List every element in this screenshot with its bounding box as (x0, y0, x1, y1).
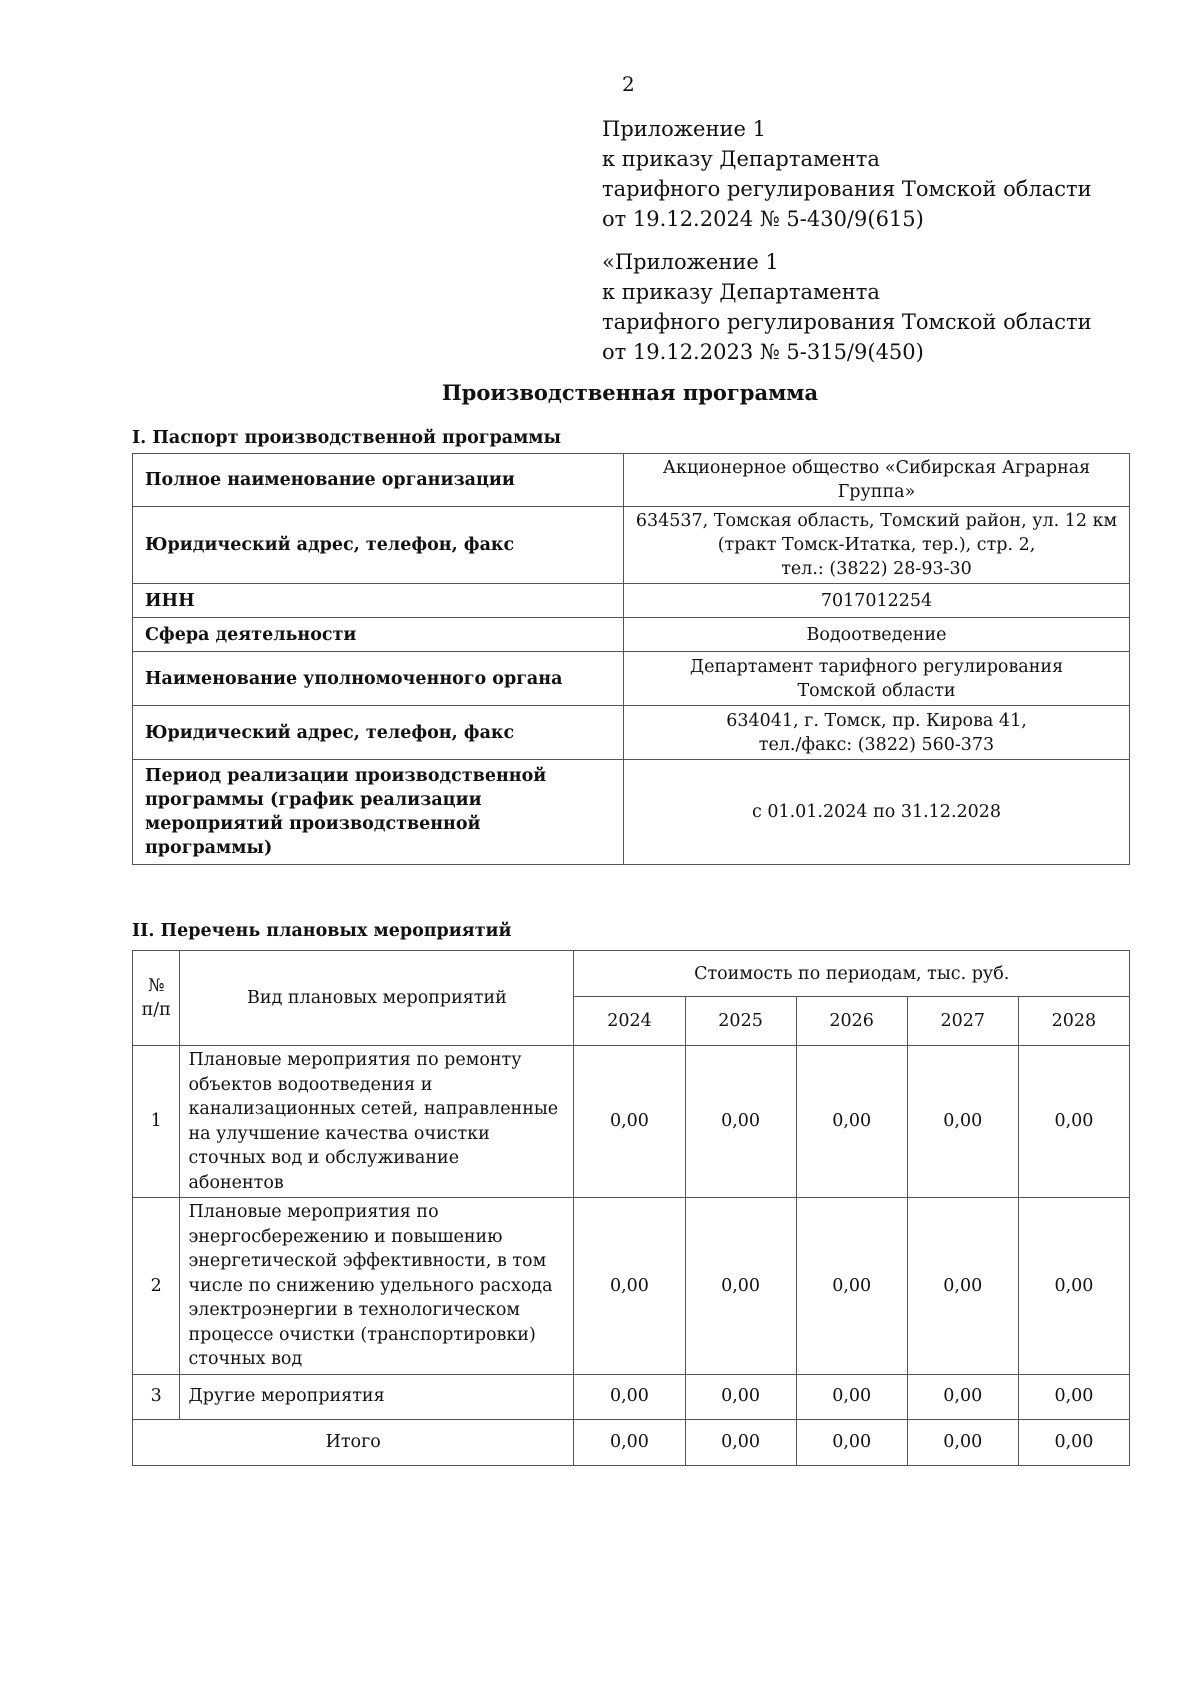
desc-line: Плановые мероприятия по ремонту (188, 1050, 522, 1070)
desc-line: Плановые мероприятия по (188, 1202, 439, 1222)
row-value: Водоотведение (624, 618, 1130, 652)
appendix-line: к приказу Департамента (602, 147, 880, 171)
total-value: 0,00 (796, 1419, 907, 1465)
appendix-line: к приказу Департамента (602, 280, 880, 304)
row-value (624, 507, 1130, 584)
header-year: 2025 (685, 997, 796, 1046)
header-year: 2027 (907, 997, 1018, 1046)
total-value: 0,00 (1018, 1419, 1129, 1465)
row-label: Сфера деятельности (133, 618, 624, 652)
value-line: Акционерное общество «Сибирская Аграрная (662, 458, 1091, 478)
appendix-current (602, 114, 1092, 234)
table-row (133, 652, 1130, 706)
row-number: 3 (133, 1374, 180, 1419)
desc-line: энергетической эффективности, в том (188, 1251, 547, 1271)
cost-value: 0,00 (685, 1198, 796, 1375)
row-value (624, 652, 1130, 706)
cost-value: 0,00 (907, 1374, 1018, 1419)
appendix-line: от 19.12.2023 № 5-315/9(450) (602, 340, 924, 364)
row-number: 1 (133, 1046, 180, 1198)
table-row (133, 1198, 1130, 1375)
row-label: Наименование уполномоченного органа (133, 652, 624, 706)
desc-line: сточных вод и обслуживание (188, 1148, 460, 1168)
header-row (133, 951, 1130, 997)
header-year: 2024 (574, 997, 685, 1046)
row-value (624, 454, 1130, 507)
cost-value: 0,00 (574, 1046, 685, 1198)
document-title: Производственная программа (441, 380, 819, 405)
table-row (133, 1046, 1130, 1198)
cost-value: 0,00 (1018, 1046, 1129, 1198)
value-line: Группа» (837, 482, 916, 502)
table-row (133, 618, 1130, 652)
desc-line: электроэнергии в технологическом (188, 1300, 521, 1320)
total-label: Итого (133, 1419, 574, 1465)
table-row (133, 760, 1130, 865)
cost-value: 0,00 (685, 1374, 796, 1419)
header-text: п/п (141, 1000, 171, 1020)
cost-value: 0,00 (796, 1046, 907, 1198)
appendix-line: «Приложение 1 (602, 250, 779, 274)
total-value: 0,00 (907, 1419, 1018, 1465)
label-line: Период реализации производственной (145, 766, 547, 786)
value-line: Томской области (797, 680, 956, 701)
table-row (133, 706, 1130, 760)
header-year: 2028 (1018, 997, 1129, 1046)
value-line: 634537, Томская область, Томский район, ул. 12 км (635, 511, 1118, 531)
table-row (133, 1374, 1130, 1419)
page-number: 2 (622, 72, 635, 96)
label-line: программы (график реализации (145, 790, 482, 810)
value-line: 634041, г. Томск, пр. Кирова 41, (726, 710, 1027, 731)
cost-value: 0,00 (1018, 1374, 1129, 1419)
value-line: (тракт Томск-Итатка, тер.), стр. 2, (717, 535, 1036, 555)
value-line: тел.: (3822) 28-93-30 (781, 559, 972, 579)
row-label: Полное наименование организации (133, 454, 624, 507)
appendix-line: от 19.12.2024 № 5-430/9(615) (602, 207, 924, 231)
row-label: Юридический адрес, телефон, факс (133, 507, 624, 584)
cost-value: 0,00 (574, 1198, 685, 1375)
section-heading-passport: I. Паспорт производственной программы (132, 428, 562, 448)
table-row (133, 454, 1130, 507)
desc-line: на улучшение качества очистки (188, 1123, 490, 1144)
header-type: Вид плановых мероприятий (180, 951, 574, 1046)
passport-table (132, 453, 1130, 865)
desc-line: абонентов (188, 1172, 284, 1193)
row-label (133, 760, 624, 865)
cost-value: 0,00 (796, 1374, 907, 1419)
value-line: тел./факс: (3822) 560-373 (758, 734, 995, 755)
cost-value: 0,00 (907, 1046, 1018, 1198)
desc-line: процессе очистки (транспортировки) (188, 1324, 536, 1345)
desc-line: сточных вод (188, 1349, 303, 1369)
row-number: 2 (133, 1198, 180, 1375)
cost-value: 0,00 (1018, 1198, 1129, 1375)
desc-line: числе по снижению удельного расхода (188, 1275, 553, 1296)
measures-table (132, 950, 1130, 1466)
desc-line: канализационных сетей, направленные (188, 1099, 559, 1119)
cost-value: 0,00 (685, 1046, 796, 1198)
row-label: Юридический адрес, телефон, факс (133, 706, 624, 760)
header-text: № (147, 976, 165, 996)
total-row (133, 1419, 1130, 1465)
appendix-line: тарифного регулирования Томской области (602, 177, 1092, 201)
appendix-line: Приложение 1 (602, 117, 766, 141)
cost-value: 0,00 (796, 1198, 907, 1375)
label-line: программы) (145, 838, 273, 858)
row-value (624, 706, 1130, 760)
total-value: 0,00 (574, 1419, 685, 1465)
row-description: Другие мероприятия (180, 1374, 574, 1419)
desc-line: энергосбережению и повышению (188, 1226, 503, 1247)
table-row (133, 507, 1130, 584)
row-description (180, 1046, 574, 1198)
cost-value: 0,00 (574, 1374, 685, 1419)
total-value: 0,00 (685, 1419, 796, 1465)
table-row (133, 584, 1130, 618)
appendix-previous (602, 247, 1092, 367)
row-value: с 01.01.2024 по 31.12.2028 (624, 760, 1130, 865)
row-value: 7017012254 (624, 584, 1130, 618)
row-label: ИНН (133, 584, 624, 618)
section-heading-measures: II. Перечень плановых мероприятий (132, 921, 512, 941)
header-cost: Стоимость по периодам, тыс. руб. (574, 951, 1130, 997)
desc-line: объектов водоотведения и (188, 1074, 433, 1095)
row-description (180, 1198, 574, 1375)
header-num (133, 951, 180, 1046)
value-line: Департамент тарифного регулирования (689, 656, 1064, 677)
cost-value: 0,00 (907, 1198, 1018, 1375)
header-year: 2026 (796, 997, 907, 1046)
appendix-line: тарифного регулирования Томской области (602, 310, 1092, 334)
label-line: мероприятий производственной (145, 814, 481, 834)
